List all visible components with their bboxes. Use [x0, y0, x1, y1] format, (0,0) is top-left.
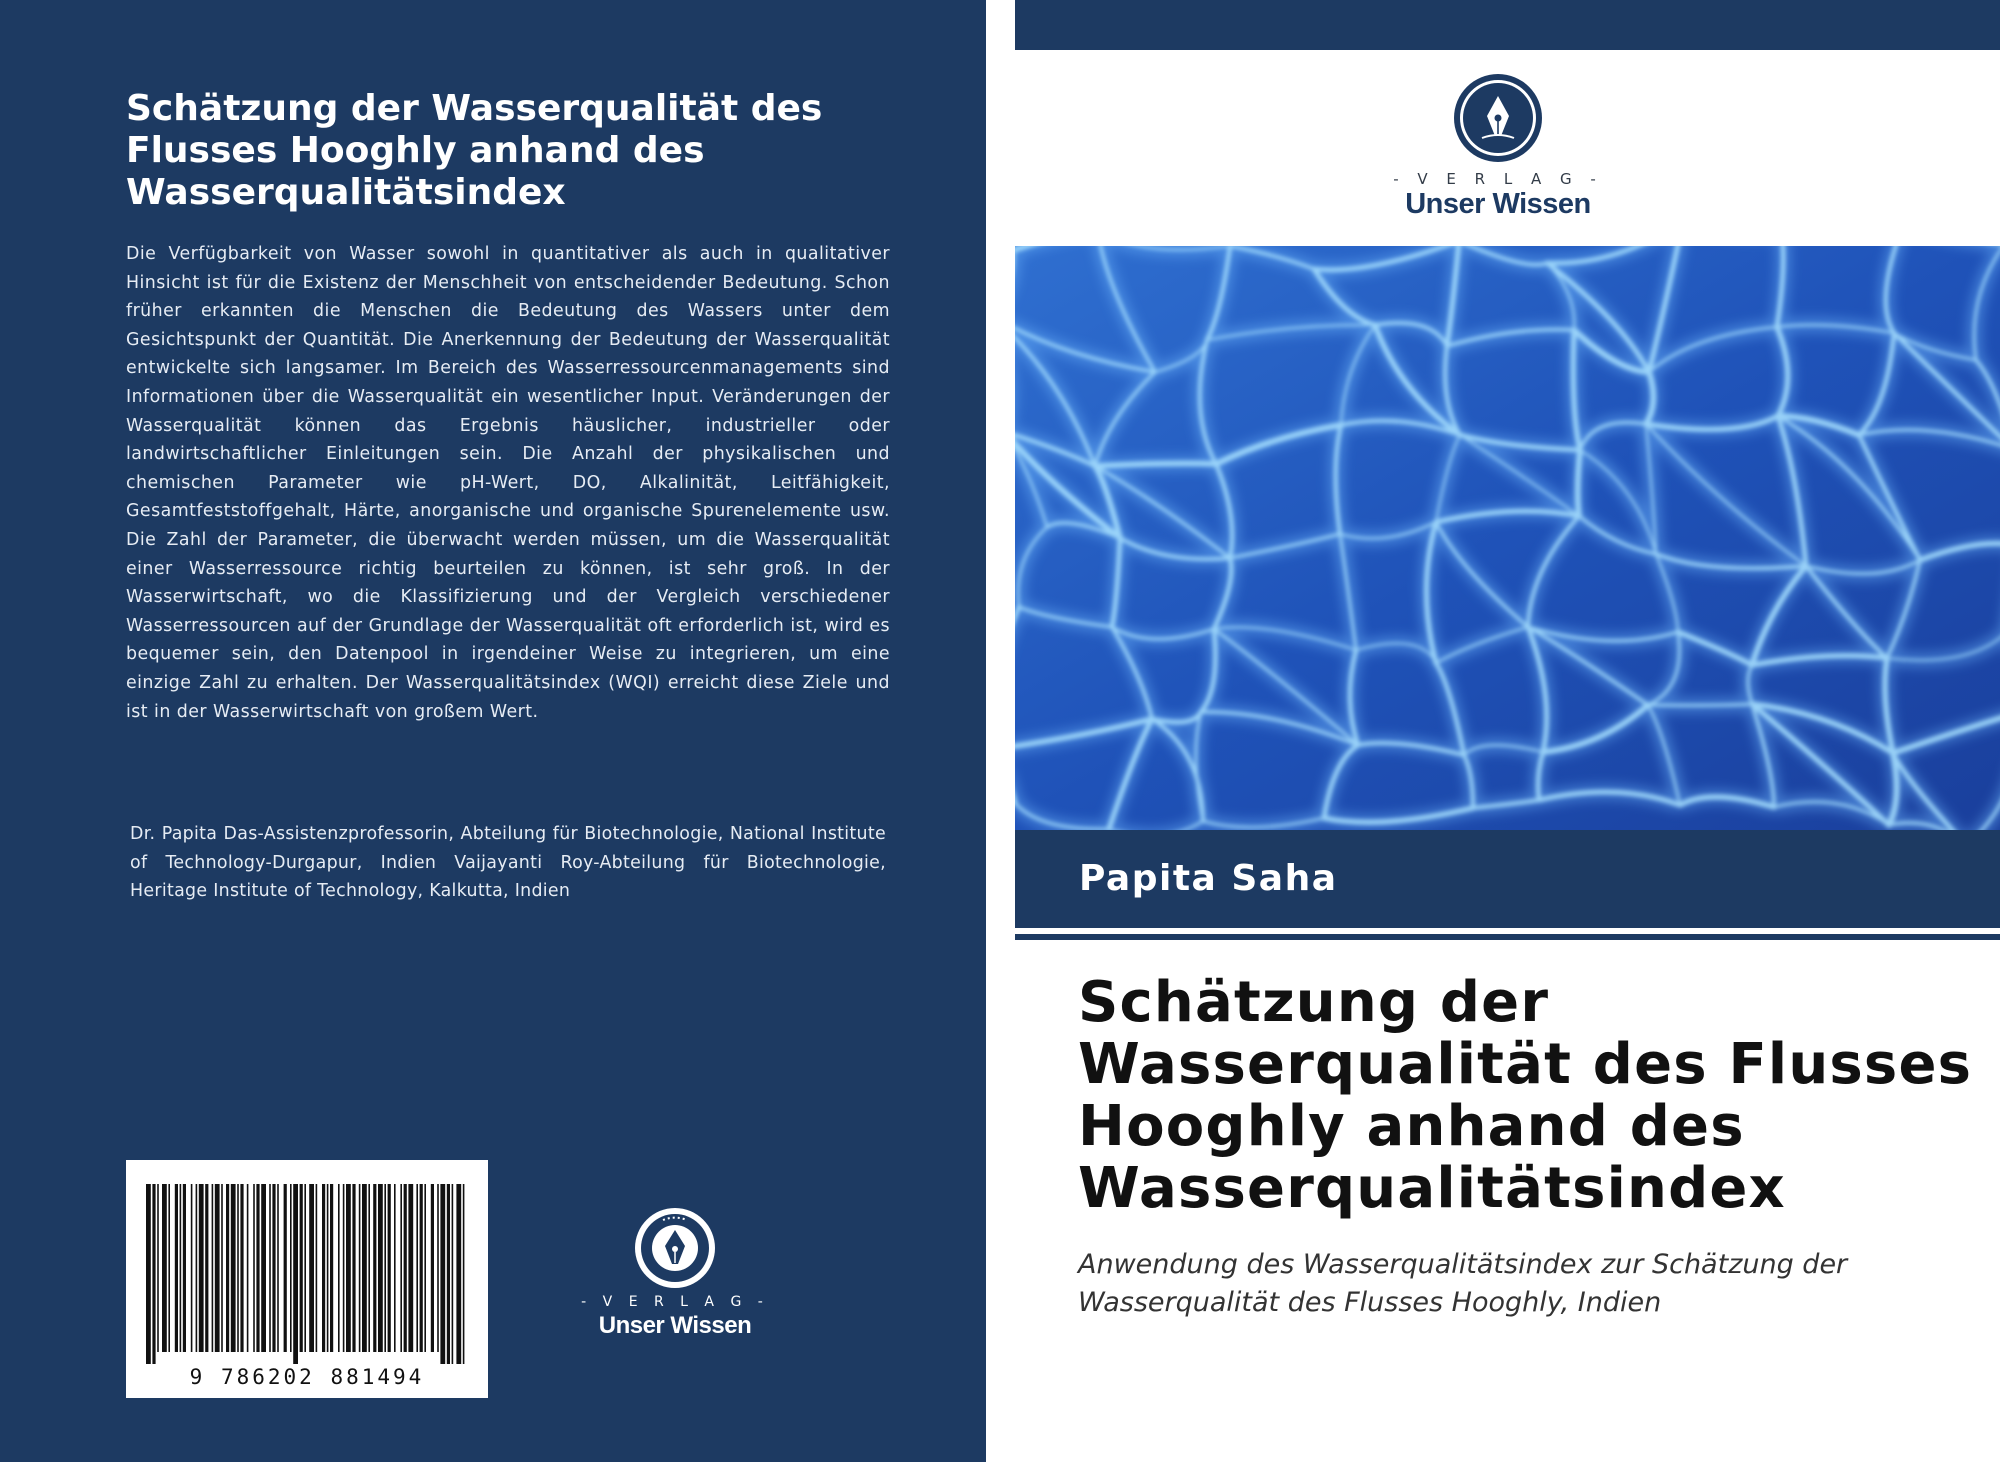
barcode-bar — [240, 1184, 243, 1352]
barcode-bar — [162, 1184, 167, 1352]
isbn-barcode — [126, 1160, 488, 1398]
author-name: Papita Saha — [1079, 858, 1338, 899]
back-cover-title: Schätzung der Wasserqualität des Flusses Hooghly anhand des Wasserqualitätsindex — [126, 88, 823, 213]
barcode-bar — [247, 1184, 249, 1352]
back-publisher-logo — [580, 1206, 770, 1339]
barcode-bar — [373, 1184, 376, 1352]
publisher-name: Unser Wissen — [1405, 188, 1591, 220]
barcode-bar — [272, 1184, 275, 1352]
barcode-bar — [221, 1184, 223, 1352]
author-bio: Dr. Papita Das-Assistenzprofessorin, Abteilung für Biotechnologie, National Institute of Technology-Durgapur, Indien Vaijayanti Roy-Abteilung für Biotechnologie, Heritage Institute of Technology, Kalkutta, Indien — [130, 824, 886, 902]
front-cover-subtitle: Anwendung des Wasserqualitätsindex zur Schätzung der Wasserqualität des Flusses Hooghly, Indien — [1078, 1249, 1848, 1318]
barcode-bar — [456, 1184, 461, 1364]
barcode-bar — [309, 1184, 314, 1352]
water-caustics-photo — [1015, 246, 2000, 830]
barcode-bar — [256, 1184, 259, 1352]
barcode-bar — [400, 1184, 402, 1352]
barcode-bar — [146, 1184, 151, 1364]
barcode-bar — [205, 1184, 208, 1352]
barcode-bar — [237, 1184, 239, 1352]
barcode-bar — [183, 1184, 186, 1352]
barcode-bar — [359, 1184, 361, 1352]
barcode-bar — [284, 1184, 287, 1352]
barcode-bar — [424, 1184, 426, 1352]
publisher-verlag-label: - V E R L A G - — [581, 1294, 769, 1310]
barcode-bar — [231, 1184, 236, 1352]
author-bar — [1015, 830, 2000, 928]
barcode-bar — [316, 1184, 318, 1352]
back-cover-blurb: Die Verfügbarkeit von Wasser sowohl in quantitativer als auch in qualitativer Hinsicht ist für die Existenz der Menschheit von entscheidender Bedeutung. Schon früher erkannten die Menschen die Bedeutung des Wassers unter dem Gesichtspunkt der Quantität. Die Anerkennung der Bedeutung der Wasserqualität entwickelte sich langsamer. Im Bereich des Wasserressourcenmanagements sind Informationen über die Wasserqualität ein wesentlicher Input. Veränderungen der Wasserqualität können das Ergebnis häuslicher, industrieller oder landwirtschaftlicher Einleitungen sein. Die Anzahl der physikalischen und chemischen Parameter wie pH-Wert, DO, Alkalinität, Leitfähigkeit, Gesamtfeststoffgehalt, Härte, anorganische und organische Spurenelemente usw. Die Zahl der Parameter, die überwacht werden müssen, um die Wasserqualität einer Wasserressource richtig beurteilen zu können, ist sehr groß. In der Wasserwirtschaft, wo die Klassifizierung und der Vergleich verschiedener Wasserressourcen auf der Grundlage der Wasserqualität oft erforderlich ist, wird es bequemer sein, den Datenpool in irgendeiner Weise zu integrieren, um eine einzige Zahl zu erhalten. Der Wasserqualitätsindex (WQI) erreicht diese Ziele und ist in der Wasserwirtschaft von großem Wert. — [126, 244, 890, 722]
barcode-bar — [447, 1184, 450, 1364]
barcode-bar — [199, 1184, 204, 1352]
barcode-bar — [304, 1184, 306, 1352]
barcode-bar — [404, 1184, 407, 1352]
barcode-icon — [126, 1160, 488, 1398]
water-surface-image — [1015, 246, 2000, 830]
barcode-bar — [191, 1184, 193, 1352]
barcode-bar — [327, 1184, 329, 1352]
barcode-bar — [212, 1184, 214, 1352]
barcode-bar — [463, 1184, 465, 1364]
front-top-bar — [1015, 0, 2000, 50]
barcode-bar — [408, 1184, 413, 1352]
barcode-bar — [175, 1184, 178, 1352]
barcode-bar — [338, 1184, 340, 1352]
barcode-bar — [293, 1184, 298, 1364]
barcode-bar — [269, 1184, 271, 1352]
barcode-bar — [394, 1184, 396, 1352]
barcode-bar — [215, 1184, 220, 1352]
barcode-bar — [330, 1184, 333, 1352]
front-divider — [1015, 934, 2000, 940]
barcode-bar — [346, 1184, 351, 1352]
barcode-bar — [261, 1184, 266, 1352]
barcode-bar — [352, 1184, 355, 1352]
barcode-bar — [277, 1184, 279, 1352]
barcode-bar — [253, 1184, 255, 1352]
barcode-bar — [416, 1184, 418, 1352]
barcode-bar — [300, 1184, 303, 1352]
barcode-bar — [384, 1184, 386, 1352]
barcode-bar — [420, 1184, 423, 1352]
barcode-bar — [343, 1184, 345, 1352]
isbn-digits: 9 786202 881494 — [189, 1365, 425, 1389]
publisher-name: Unser Wissen — [598, 1312, 752, 1339]
barcode-bar — [322, 1184, 325, 1352]
fountain-pen-nib-icon — [1452, 72, 1544, 164]
barcode-bar — [362, 1184, 367, 1352]
back-cover — [0, 0, 986, 1462]
barcode-bar — [388, 1184, 391, 1352]
fountain-pen-nib-icon — [633, 1206, 717, 1290]
barcode-bar — [290, 1184, 292, 1352]
barcode-bar — [378, 1184, 383, 1352]
barcode-bar — [452, 1184, 454, 1364]
barcode-bar — [157, 1184, 159, 1352]
barcode-bar — [180, 1184, 182, 1352]
barcode-bar — [152, 1184, 155, 1364]
barcode-bar — [437, 1184, 439, 1352]
barcode-bar — [440, 1184, 445, 1364]
barcode-bar — [168, 1184, 170, 1352]
front-publisher-logo — [1370, 72, 1626, 222]
barcode-bar — [368, 1184, 370, 1352]
barcode-bar — [226, 1184, 229, 1352]
barcode-bar — [196, 1184, 198, 1352]
barcode-bar — [431, 1184, 434, 1352]
publisher-verlag-label: - V E R L A G - — [1393, 170, 1603, 188]
front-cover-title: Schätzung der Wasserqualität des Flusses Hooghly anhand des Wasserqualitätsindex — [1078, 970, 1973, 1221]
